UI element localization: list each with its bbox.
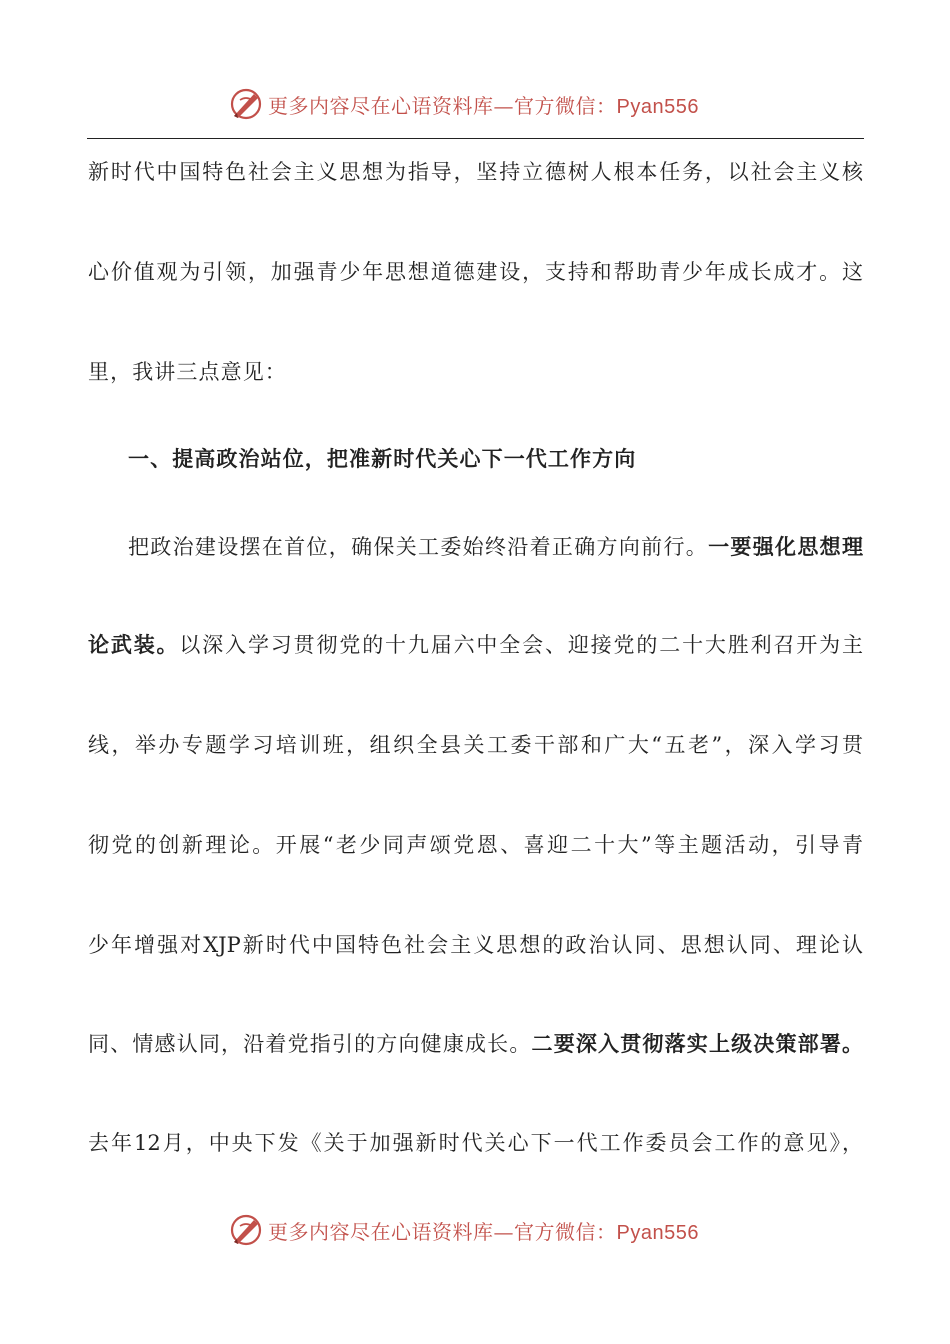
banner-dash: — [493,1219,514,1244]
bold-key-point: 二要深入贯彻落实上级决策部署。 [531,1031,864,1056]
header-banner [0,84,950,124]
bold-key-point: 论武装。 [88,632,180,657]
body-line: 新时代中国特色社会主义思想为指导，坚持立德树人根本任务，以社会主义核 [88,160,863,184]
body-line [88,630,863,660]
body-line: 彻党的创新理论。开展“老少同声颂党恩、喜迎二十大”等主题活动，引导青 [88,833,863,857]
banner-contact-id: Pyan556 [616,1221,699,1244]
banner-text [268,1216,699,1245]
banner-dash: — [493,93,514,118]
body-line: 线，举办专题学习培训班，组织全县关工委干部和广大“五老”，深入学习贯 [88,733,863,757]
banner-contact-id: Pyan556 [616,95,699,118]
banner-brand: 更多内容尽在心语资料库 [268,93,494,118]
body-line: 少年增强对XJP新时代中国特色社会主义思想的政治认同、思想认同、理论认 [88,933,863,957]
body-line: 里，我讲三点意见： [88,360,287,384]
body-text: 把政治建设摆在首位，确保关工委始终沿着正确方向前行。 [128,535,709,559]
body-line: 去年12月，中央下发《关于加强新时代关心下一代工作委员会工作的意见》， [88,1131,863,1155]
body-line [88,1029,863,1059]
header-divider [87,138,864,139]
body-line [128,532,863,562]
body-line: 心价值观为引领，加强青少年思想道德建设，支持和帮助青少年成长成才。这 [88,260,863,284]
pen-logo-icon [228,1212,264,1248]
banner-brand: 更多内容尽在心语资料库 [268,1219,494,1244]
banner-contact-label: 官方微信： [514,93,617,118]
banner-contact-label: 官方微信： [514,1219,617,1244]
footer-banner [0,1210,950,1250]
body-text: 同、情感认同，沿着党指引的方向健康成长。 [88,1032,532,1056]
section-heading: 一、提高政治站位，把准新时代关心下一代工作方向 [128,446,637,471]
bold-key-point: 一要强化思想理 [708,534,863,559]
pen-logo-icon [228,86,264,122]
banner-text [268,90,699,119]
body-text: 以深入学习贯彻党的十九届六中全会、迎接党的二十大胜利召开为主 [179,633,864,657]
